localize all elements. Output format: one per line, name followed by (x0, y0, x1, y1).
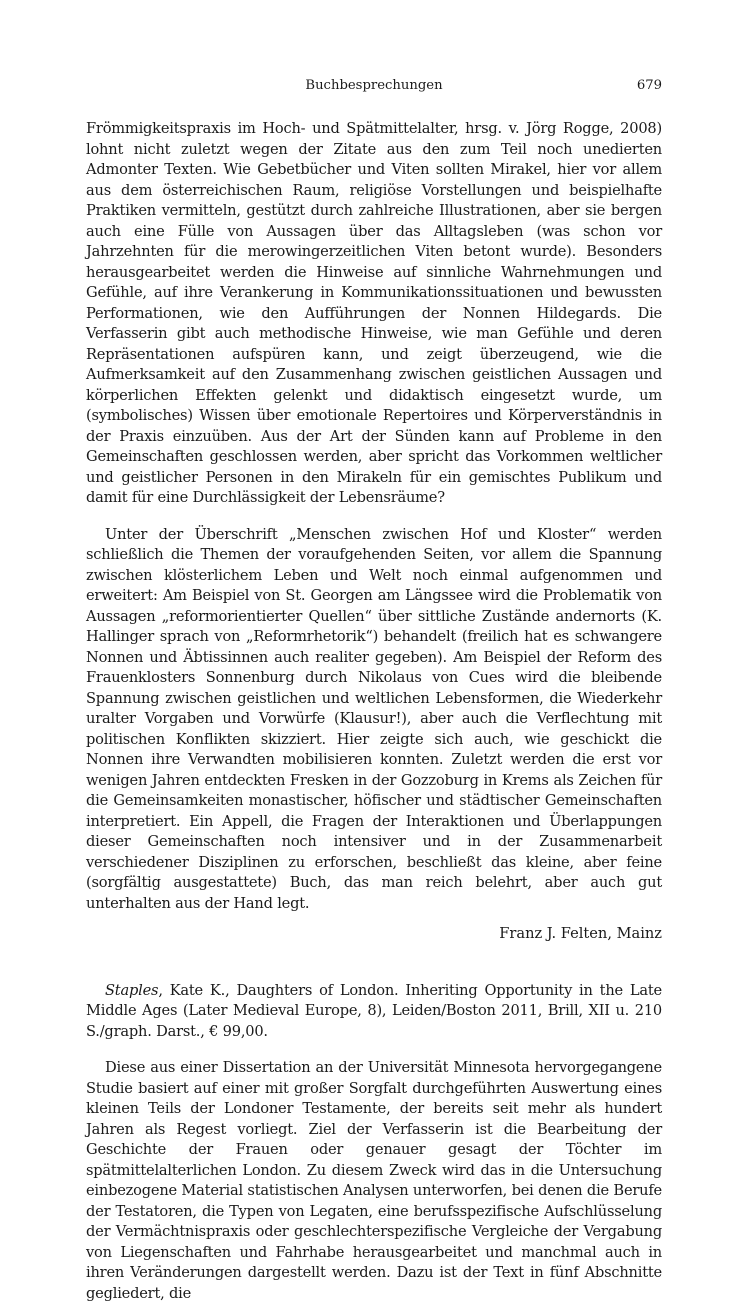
citation-author-surname: Staples (105, 981, 159, 999)
running-head (86, 78, 662, 100)
page-body (86, 119, 662, 1304)
running-head-title: Buchbesprechungen (305, 78, 443, 93)
page-number: 679 (636, 78, 662, 93)
journal-page (86, 78, 662, 1304)
reviewer-signature: Franz J. Felten, Mainz (499, 925, 662, 942)
review1-paragraph-2: Unter der Überschrift „Menschen zwischen Hof und Kloster“ werden schließlich die Themen der voraufgehenden Seiten, vor allem die Spannung zwischen klösterlichem Leben und Welt noch einmal aufgenommen und erweitert: Am Beispiel von St. Georgen am Längssee wird die Problematik von Aussagen „reformorientierter Quellen“ über sittliche Zustände andernorts (K. Hallinger sprach von „Reformrhetorik“) behandelt (freilich hat es schwangere Nonnen und Äbtissinnen auch realiter gegeben). Am Beispiel der Reform des Frauenklosters Sonnenburg durch Nikolaus von Cues wird die bleibende Spannung zwischen geistlichen und weltlichen Lebensformen, die Wiederkehr uralter Vorgaben und Vorwürfe (Klausur!), aber auch die Verflechtung mit politischen Konflikten skizziert. Hier zeigte sich auch, wie geschickt die Nonnen ihre Verwandten mobilisieren konnten. Zuletzt werden die erst vor wenigen Jahren entdeckten Fresken in der Gozzoburg in Krems als Zeichen für die Gemeinsamkeiten monastischer, höfischer und städtischer Gemeinschaften interpretiert. Ein Appell, die Fragen der Interaktionen und Überlappungen dieser Gemeinschaften noch intensiver und in der Zusammenarbeit verschiedener Disziplinen zu erforschen, beschließt das kleine, aber feine (sorgfältig ausgestattete) Buch, das man reich belehrt, aber auch gut unterhalten aus der Hand legt. (86, 525, 662, 912)
review1-paragraph-1: Frömmigkeitspraxis im Hoch- und Spätmittelalter, hrsg. v. Jörg Rogge, 2008) lohnt nicht zuletzt wegen der Zitate aus den zum Teil noch unedierten Admonter Texten. Wie Gebetbücher und Viten sollten Mirakel, hier vor allem aus dem österreichischen Raum, religiöse Vorstellungen und beispielhafte Praktiken vermitteln, gestützt durch zahlreiche Illustrationen, aber sie bergen auch eine Fülle von Aussagen über das Alltagsleben (was schon vor Jahrzehnten für die merowingerzeitlichen Viten betont wurde). Besonders herausgearbeitet werden die Hinweise auf sinnliche Wahrnehmungen und Gefühle, auf ihre Verankerung in Kommunikationssituationen und bewussten Performationen, wie den Aufführungen der Nonnen Hildegards. Die Verfasserin gibt auch methodische Hinweise, wie man Gefühle und deren Repräsentationen aufspüren kann, und zeigt überzeugend, wie die Aufmerksamkeit auf den Zusammenhang zwischen geistlichen Aussagen und körperlichen Effekten gelenkt und didaktisch eingesetzt wurde, um (symbolisches) Wissen über emotionale Repertoires und Körperverständnis in der Praxis einzuüben. Aus der Art der Sünden kann auf Probleme in den Gemeinschaften geschlossen werden, aber spricht das Vorkommen weltlicher und geistlicher Personen in den Mirakeln für ein gemischtes Publikum und damit für eine Durchlässigkeit der Lebensräume? (86, 120, 662, 506)
citation-details: , Kate K., Daughters of London. Inheriting Opportunity in the Late Middle Ages (Later Medieval Europe, 8), Leiden/Boston 2011, Brill, XII u. 210 S./graph. Darst., € 99,00. (86, 981, 662, 1040)
review2-paragraph-1: Diese aus einer Dissertation an der Universität Minnesota hervorgegangene Studie basiert auf einer mit großer Sorgfalt durchgeführten Auswertung eines kleinen Teils der Londoner Testamente, der bereits seit mehr als hundert Jahren als Regest vorliegt. Ziel der Verfasserin ist die Bearbeitung der Geschichte der Frauen oder genauer gesagt der Töchter im spätmittelalterlichen London. Zu diesem Zweck wird das in die Untersuchung einbezogene Material statistischen Analysen unterworfen, bei denen die Berufe der Testatoren, die Typen von Legaten, eine berufsspezifische Aufschlüsselung der Vermächtnispraxis oder geschlechterspezifische Vergleiche der Vergabung von Liegenschaften und Fahrhabe herausgearbeitet und manchmal auch in ihren Veränderungen dargestellt werden. Dazu ist der Text in fünf Abschnitte gegliedert, die (86, 1059, 662, 1302)
book-citation (86, 981, 662, 1043)
